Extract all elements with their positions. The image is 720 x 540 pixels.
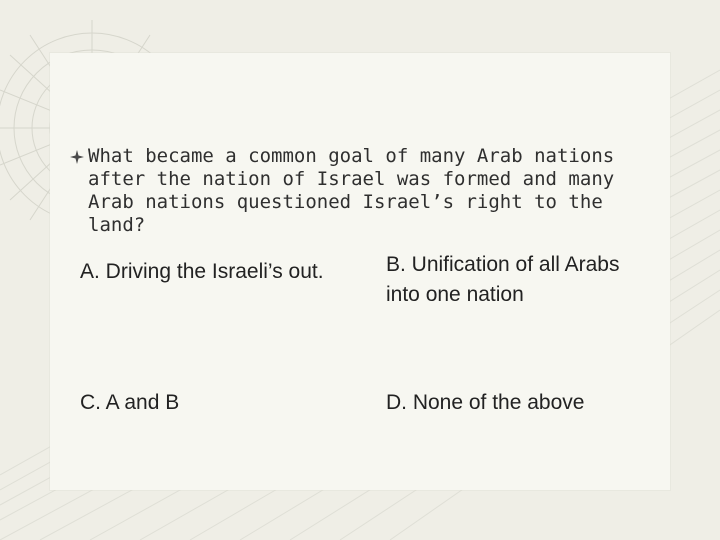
question-text: What became a common goal of many Arab nations after the nation of Israel was formed and many Arab nations questioned Israel’s right to the land? (88, 145, 615, 236)
answer-d: D. None of the above (386, 391, 585, 414)
answer-a: A. Driving the Israeli’s out. (80, 260, 324, 283)
answer-b: B. Unification of all Arabs into one nation (386, 253, 620, 306)
four-point-star-icon (70, 150, 84, 164)
answer-c: C. A and B (80, 391, 180, 414)
